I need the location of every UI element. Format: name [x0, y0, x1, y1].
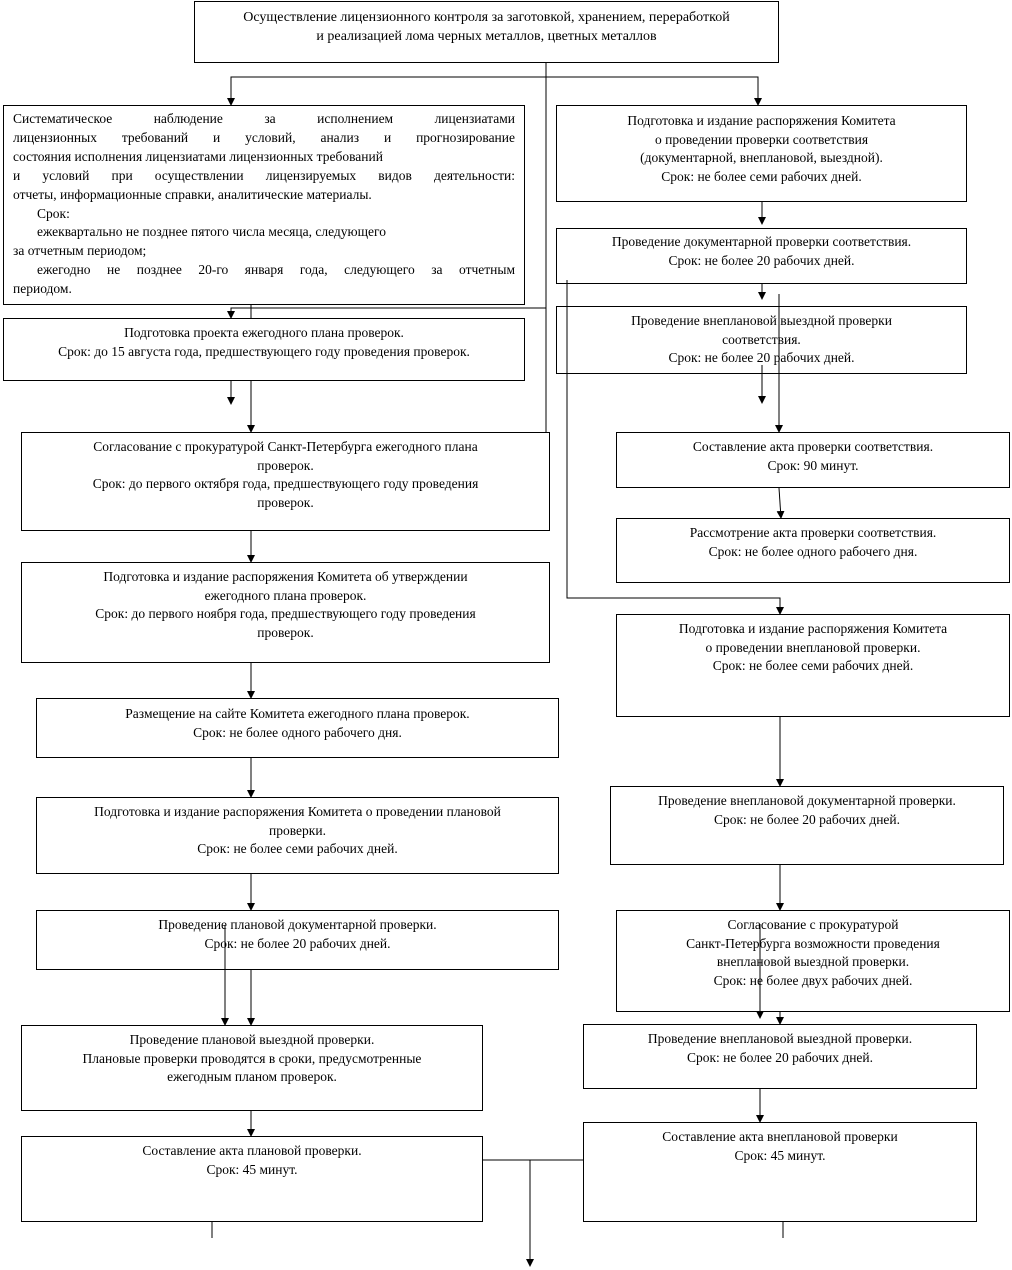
- box-line: о проведении внеплановой проверки.: [705, 639, 921, 655]
- box-line: Срок: до первого октября года, предшествующего году проведения: [92, 476, 479, 491]
- connector-top-split: [231, 77, 758, 105]
- box-line: внеплановой выездной проверки.: [716, 954, 910, 969]
- box-line: Согласование с прокуратурой: [727, 917, 899, 932]
- box-line: ежегодного плана проверок.: [204, 587, 367, 603]
- box-line: Проведение документарной проверки соответствия.: [611, 234, 912, 249]
- box-line: проверок.: [257, 624, 314, 640]
- box-line: ежегодно не позднее 20-го января года, следующего за отчетным: [37, 262, 515, 278]
- box-line: Подготовка и издание распоряжения Комитета о проведении плановой: [94, 804, 501, 819]
- box-line: и реализацией лома черных металлов, цветных металлов: [316, 28, 657, 44]
- box-unscheduled-field-check: [583, 1024, 977, 1089]
- box-line: Срок: не более 20 рабочих дней.: [668, 350, 855, 365]
- box-line: Осуществление лицензионного контроля за заготовкой, хранением, переработкой: [243, 10, 730, 25]
- box-scheduled-act: [21, 1136, 483, 1222]
- box-line: проверки.: [269, 822, 326, 838]
- box-line: состояния исполнения лицензиатами лицензионных требований: [13, 148, 383, 164]
- box-line: Систематическое наблюдение за исполнением лицензиатами: [13, 111, 515, 126]
- box-line: Срок: до первого ноября года, предшествующего году проведения: [95, 606, 476, 621]
- box-line: Проведение внеплановой документарной проверки.: [658, 793, 956, 808]
- box-line: Подготовка проекта ежегодного плана проверок.: [124, 325, 404, 340]
- box-plan-prosecutor-approval: [21, 432, 550, 531]
- box-line: Проведение плановой документарной проверки.: [158, 917, 437, 932]
- box-line: за отчетным периодом;: [13, 243, 147, 259]
- box-line: Срок: не более одного рабочего дня.: [193, 724, 402, 740]
- box-unscheduled-order: [616, 614, 1010, 717]
- box-line: Проведение плановой выездной проверки.: [129, 1032, 375, 1047]
- box-line: Срок: не более двух рабочих дней.: [713, 972, 913, 988]
- box-line: (документарной, внеплановой, выездной).: [640, 150, 883, 165]
- box-line: Составление акта внеплановой проверки: [662, 1129, 898, 1144]
- box-line: Составление акта плановой проверки.: [142, 1143, 362, 1158]
- box-line: Срок: не более 20 рабочих дней.: [713, 811, 901, 827]
- box-compliance-act: [616, 432, 1010, 488]
- arrow-right-4: [779, 488, 781, 518]
- box-systematic-monitoring: [3, 105, 525, 305]
- box-line: Санкт-Петербурга возможности проведения: [686, 935, 940, 951]
- box-line: проверок.: [257, 494, 314, 510]
- box-unscheduled-document-check: [610, 786, 1004, 865]
- box-scheduled-document-check: [36, 910, 559, 970]
- box-line: Срок: 45 минут.: [206, 1161, 298, 1177]
- box-compliance-document-check: [556, 228, 967, 284]
- box-line: Срок: не более семи рабочих дней.: [197, 841, 398, 856]
- box-unscheduled-prosecutor-approval: [616, 910, 1010, 1012]
- connector-to-plan: [231, 308, 546, 318]
- box-line: Срок: 45 минут.: [734, 1147, 826, 1163]
- box-line: Срок: не более одного рабочего дня.: [708, 543, 918, 559]
- box-line: Срок: не более семи рабочих дней.: [661, 168, 862, 184]
- box-line: Размещение на сайте Комитета ежегодного плана проверок.: [125, 706, 470, 721]
- box-line: отчеты, информационные справки, аналитические материалы.: [13, 186, 372, 202]
- box-plan-order: [21, 562, 550, 663]
- box-compliance-act-review: [616, 518, 1010, 583]
- box-line: Срок: не более 20 рабочих дней.: [668, 252, 855, 268]
- box-line: Плановые проверки проводятся в сроки, предусмотренные: [82, 1050, 422, 1066]
- box-line: Проведение внеплановой выездной проверки.: [647, 1031, 913, 1046]
- box-line: Подготовка и издание распоряжения Комитета об утверждении: [103, 569, 468, 584]
- box-line: и условий при осуществлении лицензируемых видов деятельности:: [13, 167, 515, 183]
- box-line: о проведении проверки соответствия: [654, 131, 869, 147]
- box-line: Составление акта проверки соответствия.: [692, 439, 934, 454]
- box-line: Рассмотрение акта проверки соответствия.: [689, 525, 937, 540]
- box-line: ежегодным планом проверок.: [167, 1069, 337, 1084]
- box-scheduled-order: [36, 797, 559, 874]
- box-line: Срок: не более семи рабочих дней.: [712, 658, 914, 673]
- box-line: периодом.: [13, 281, 72, 297]
- box-plan-publication: [36, 698, 559, 758]
- box-line: Срок: 90 минут.: [767, 457, 859, 473]
- box-line: Согласование с прокуратурой Санкт-Петербурга ежегодного плана: [93, 439, 478, 454]
- box-line: Проведение внеплановой выездной проверки: [631, 313, 892, 328]
- box-line: проверок.: [257, 457, 314, 473]
- box-compliance-order: [556, 105, 967, 202]
- box-licensing-control: [194, 1, 779, 63]
- box-compliance-field-check: [556, 306, 967, 374]
- box-line: Срок:: [37, 205, 70, 221]
- box-line: лицензионных требований и условий, анализ и прогнозирование: [13, 129, 515, 145]
- box-line: Подготовка и издание распоряжения Комитета: [627, 113, 896, 128]
- box-line: соответствия.: [722, 331, 801, 347]
- box-line: ежеквартально не позднее пятого числа месяца, следующего: [37, 224, 386, 240]
- box-line: Подготовка и издание распоряжения Комитета: [678, 621, 948, 636]
- box-unscheduled-act: [583, 1122, 977, 1222]
- box-line: Срок: до 15 августа года, предшествующего году проведения проверок.: [58, 343, 470, 359]
- box-line: Срок: не более 20 рабочих дней.: [686, 1049, 874, 1065]
- box-plan-draft: [3, 318, 525, 381]
- box-line: Срок: не более 20 рабочих дней.: [204, 935, 391, 951]
- box-scheduled-field-check: [21, 1025, 483, 1111]
